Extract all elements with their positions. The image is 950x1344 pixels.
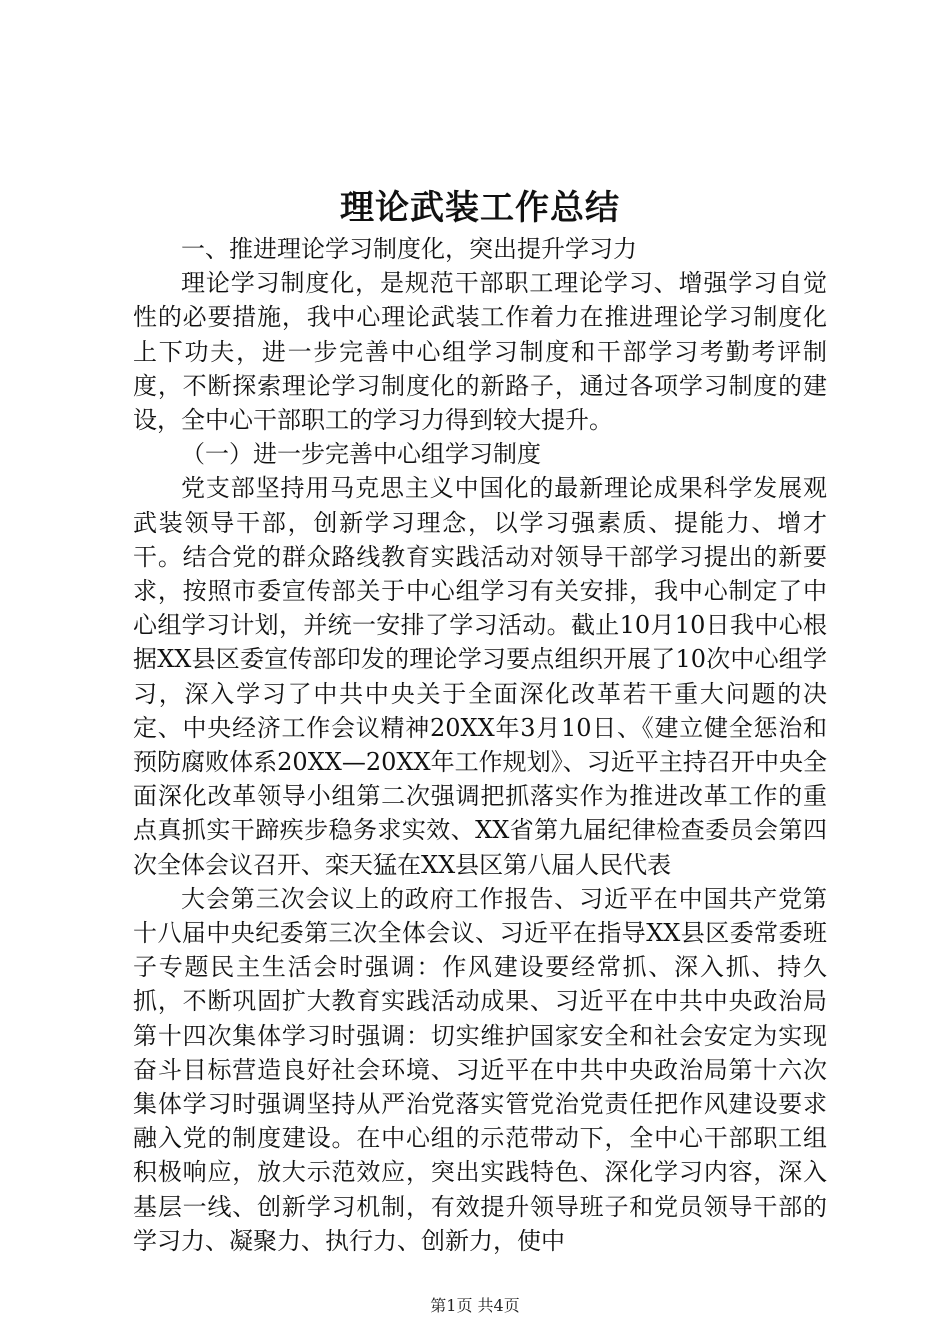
body-paragraph: 大会第三次会议上的政府工作报告、习近平在中国共产党第十八届中央纪委第三次全体会议、习近平在指导XX县区委常委班子专题民主生活会时强调：作风建设要经常抓、深入抓、持久抓，不断巩固扩大教育实践活动成果、习近平在中共中央政治局第十四次集体学习时强调：切实维护国家安全和社会安定为实现奋斗目标营造良好社会环境、习近平在中共中央政治局第十六次集体学习时强调坚持从严治党落实管党治党责任把作风建设要求融入党的制度建设。在中心组的示范带动下，全中心干部职工组积极响应，放大示范效应，突出实践特色、深化学习内容，深入基层一线、创新学习机制，有效提升领导班子和党员领导干部的学习力、凝聚力、执行力、创新力，使中 bbox=[133, 884, 827, 1255]
page-footer: 第1页 共4页 bbox=[430, 1296, 520, 1315]
body-paragraph: 理论学习制度化，是规范干部职工理论学习、增强学习自觉性的必要措施，我中心理论武装工作着力在推进理论学习制度化上下功夫，进一步完善中心组学习制度和干部学习考勤考评制度，不断探索理论学习制度化的新路子，通过各项学习制度的建设，全中心干部职工的学习力得到较大提升。 bbox=[133, 269, 827, 435]
subsection-heading: （一）进一步完善中心组学习制度 bbox=[181, 440, 541, 469]
section-heading: 一、推进理论学习制度化，突出提升学习力 bbox=[181, 235, 637, 263]
page-title: 理论武装工作总结 bbox=[340, 188, 620, 228]
document-body bbox=[133, 186, 827, 1258]
body-paragraph: 党支部坚持用马克思主义中国化的最新理论成果科学发展观武装领导干部，创新学习理念，以学习强素质、提能力、增才干。结合党的群众路线教育实践活动对领导干部学习提出的新要求，按照市委宣传部关于中心组学习有关安排，我中心制定了中心组学习计划，并统一安排了学习活动。截止10月10日我中心根据XX县区委宣传部印发的理论学习要点组织开展了10次中心组学习，深入学习了中共中央关于全面深化改革若干重大问题的决定、中央经济工作会议精神20XX年3月10日、《建立健全惩治和预防腐败体系20XX—20XX年工作规划》、习近平主持召开中央全面深化改革领导小组第二次强调把抓落实作为推进改革工作的重点真抓实干蹄疾步稳务求实效、XX省第九届纪律检查委员会第四次全体会议召开、栾天猛在XX县区第八届人民代表 bbox=[133, 474, 827, 879]
